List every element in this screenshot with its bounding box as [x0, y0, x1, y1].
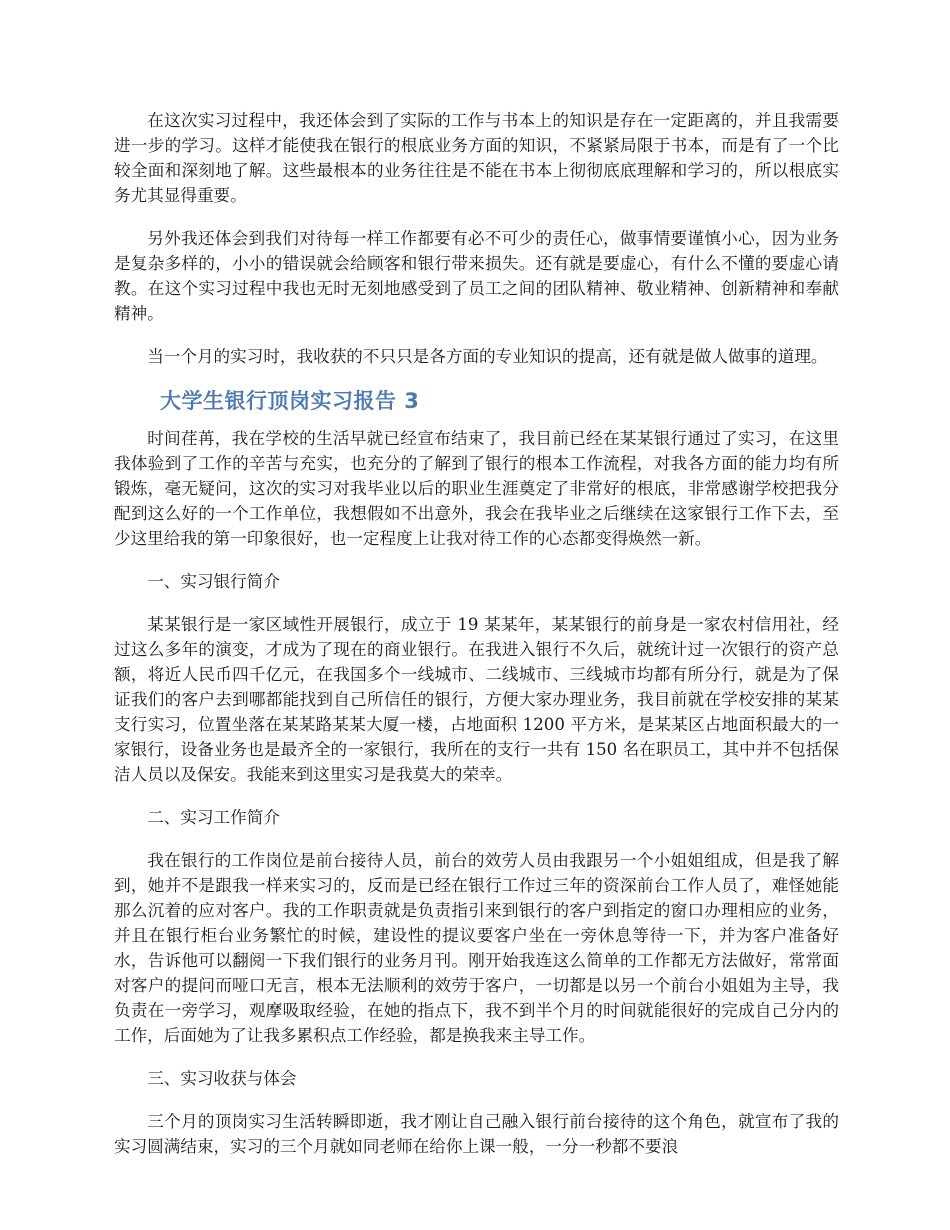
paragraph-work-intro: 我在银行的工作岗位是前台接待人员，前台的效劳人员由我跟另一个小姐姐组成，但是我了解到，她并不是跟我一样来实习的，反而是已经在银行工作过三年的资深前台工作人员了，难怪她能那么沉着的应对客户。我的工作职责就是负责指引来到银行的客户到指定的窗口办理相应的业务，并且在银行柜台业务繁忙的时候，建设性的提议要客户坐在一旁休息等待一下，并为客户准备好水，告诉他可以翻阅一下我们银行的业务月刊。刚开始我连这么简单的工作都无方法做好，常常面对客户的提问而哑口无言，根本无法顺利的效劳于客户，一切都是以另一个前台小姐姐为主导，我负责在一旁学习，观摩吸取经验，在她的指点下，我不到半个月的时间就能很好的完成自己分内的工作，后面她为了让我多累积点工作经验，都是换我来主导工作。	[114, 851, 839, 1045]
paragraph-gains: 三个月的顶岗实习生活转瞬即逝，我才刚让自己融入银行前台接待的这个角色，就宣布了我的实习圆满结束，实习的三个月就如同老师在给你上课一般，一分一秒都不要浪	[114, 1112, 839, 1156]
paragraph-responsibility: 另外我还体会到我们对待每一样工作都要有必不可少的责任心，做事情要谨慎小心，因为业务是复杂多样的，小小的错误就会给顾客和银行带来损失。还有就是要虚心，有什么不懂的要虚心请教。在这个实习过程中我也无时无刻地感受到了员工之间的团队精神、敬业精神、创新精神和奉献精神。	[114, 229, 839, 323]
section-heading-bank-intro: 一、实习银行简介	[147, 572, 280, 591]
section-heading-gains: 三、实习收获与体会	[147, 1069, 297, 1088]
document-body	[114, 108, 839, 1177]
paragraph-bank-intro: 某某银行是一家区域性开展银行，成立于 19 某某年，某某银行的前身是一家农村信用社，经过这么多年的演变，才成为了现在的商业银行。在我进入银行不久后，就统计过一次银行的资产总额，将近人民币四千亿元，在我国多个一线城市、二线城市、三线城市均都有所分行，就是为了保证我们的客户去到哪都能找到自己所信任的银行，方便大家办理业务，我目前就在学校安排的某某支行实习，位置坐落在某某路某某大厦一楼，占地面积 1200 平方米，是某某区占地面积最大的一家银行，设备业务也是最齐全的一家银行，我所在的支行一共有 150 名在职员工，其中并不包括保洁人员以及保安。我能来到这里实习是我莫大的荣幸。	[114, 615, 839, 784]
report-title: 大学生银行顶岗实习报告 3	[160, 389, 420, 413]
paragraph-intro: 时间荏苒，我在学校的生活早就已经宣布结束了，我目前已经在某某银行通过了实习，在这里我体验到了工作的辛苦与充实，也充分的了解到了银行的根本工作流程，对我各方面的能力均有所锻炼，毫无疑问，这次的实习对我毕业以后的职业生涯奠定了非常好的根底，非常感谢学校把我分配到这么好的一个工作单位，我想假如不出意外，我会在我毕业之后继续在这家银行工作下去，至少这里给我的第一印象很好，也一定程度上让我对待工作的心态都变得焕然一新。	[114, 429, 839, 548]
section-heading-work-intro: 二、实习工作简介	[147, 808, 280, 827]
paragraph-practice-vs-theory: 在这次实习过程中，我还体会到了实际的工作与书本上的知识是存在一定距离的，并且我需要进一步的学习。这样才能使我在银行的根底业务方面的知识，不紧紧局限于书本，而是有了一个比较全面和深刻地了解。这些最根本的业务往往是不能在书本上彻彻底底理解和学习的，所以根底实务尤其显得重要。	[114, 111, 839, 205]
paragraph-conclusion: 当一个月的实习时，我收获的不只只是各方面的专业知识的提高，还有就是做人做事的道理。	[147, 347, 828, 366]
